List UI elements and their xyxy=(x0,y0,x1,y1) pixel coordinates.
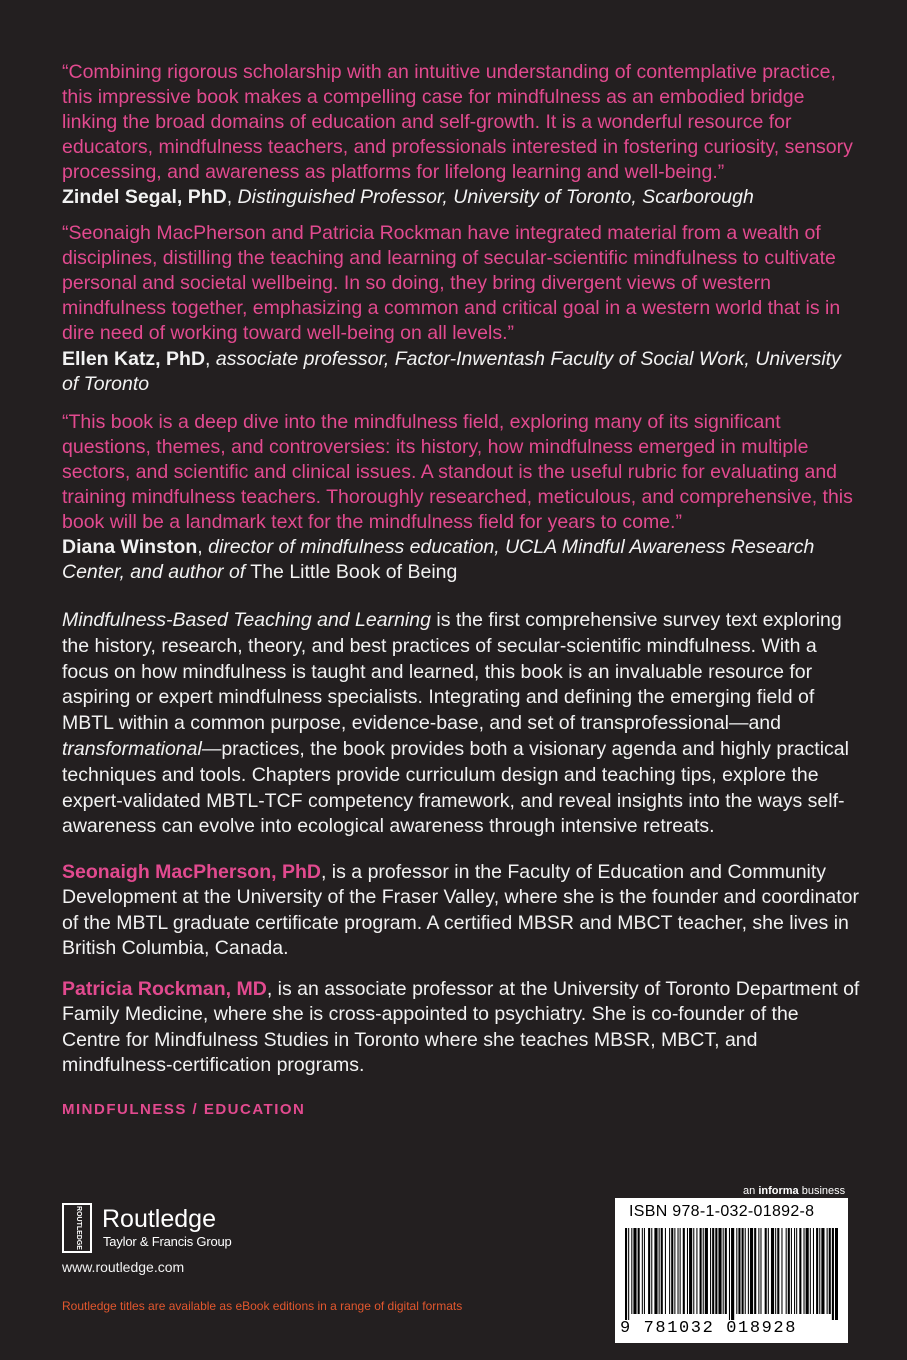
barcode-bar xyxy=(715,1228,717,1314)
review-attribution-1: Zindel Segal, PhD, Distinguished Professor, University of Toronto, Scarborough xyxy=(62,186,754,208)
review-attribution-3: Diana Winston, director of mindfulness education, UCLA Mindful Awareness Research Center, and author of The Little Book of Being xyxy=(62,536,815,583)
barcode-bar xyxy=(642,1228,643,1314)
barcode-bar xyxy=(750,1228,753,1314)
barcode-bar xyxy=(768,1228,769,1314)
author-bio-1 xyxy=(62,860,862,962)
barcode-bar xyxy=(669,1228,670,1314)
barcode-bar xyxy=(625,1228,627,1320)
reviewer-title: Distinguished Professor, University of Toronto, Scarborough xyxy=(237,186,754,208)
barcode-bar xyxy=(725,1228,727,1314)
barcode-bar xyxy=(671,1228,673,1314)
author-bio-text: , is an associate professor at the University of Toronto Department of Family Medicine, where she is cross-appointed to psychiatry. She is co-founder of the Centre for Mindfulness Studies in Toronto where she teaches MBSR, MBCT, and mindfulness-certification programs. xyxy=(62,978,860,1077)
barcode-bar xyxy=(631,1228,632,1314)
barcode-bar xyxy=(723,1228,724,1314)
barcode-bar xyxy=(745,1228,746,1314)
barcode-bar xyxy=(700,1228,702,1314)
barcode-bar xyxy=(758,1228,759,1314)
barcode-bar xyxy=(731,1228,734,1320)
barcode-bar xyxy=(678,1228,679,1314)
barcode-bar xyxy=(693,1228,694,1314)
barcode-bar xyxy=(729,1228,730,1320)
reviewer-name: Diana Winston xyxy=(62,536,198,558)
barcode-bar xyxy=(680,1228,681,1314)
barcode-bar xyxy=(689,1228,692,1314)
barcode-bar xyxy=(775,1228,776,1314)
book-description xyxy=(62,608,862,840)
ebook-note: Routledge titles are available as eBook editions in a range of digital formats xyxy=(62,1299,463,1313)
barcode-bar xyxy=(771,1228,774,1314)
subject-category: MINDFULNESS / EDUCATION xyxy=(62,1101,306,1118)
routledge-vertical-wordmark: ROUTLEDGE xyxy=(75,1206,82,1250)
barcode-bar xyxy=(813,1228,814,1314)
author-name: Seonaigh MacPherson, PhD xyxy=(62,861,321,883)
barcode-bar xyxy=(703,1228,704,1314)
barcode-bar xyxy=(806,1228,809,1314)
reviewer-title: director of mindfulness education, UCLA Mindful Awareness Research Center, and author of xyxy=(62,536,815,583)
author-name: Patricia Rockman, MD xyxy=(62,978,267,1000)
barcode-bar xyxy=(799,1228,801,1314)
barcode-bar xyxy=(796,1228,797,1314)
isbn-number: ISBN 978-1-032-01892-8 xyxy=(629,1203,815,1220)
barcode-bar xyxy=(696,1228,697,1314)
barcode-bar xyxy=(835,1228,838,1320)
review-quote-1: “Combining rigorous scholarship with an intuitive understanding of contemplative practice, this impressive book makes a compelling case for mindfulness as an embodied bridge linking the broad domains of education and self-growth. It is a wonderful resource for educators, mindfulness teachers, and professionals interested in fostering curiosity, sensory processing, and awareness as platforms for lifelong learning and well-being.” xyxy=(62,61,853,183)
barcode-bar xyxy=(687,1228,688,1314)
barcode-bar xyxy=(661,1228,663,1314)
reviewer-book: The Little Book of Being xyxy=(250,561,458,583)
barcode-bar xyxy=(827,1228,828,1314)
barcode-bar xyxy=(674,1228,675,1314)
barcode-bar xyxy=(736,1228,737,1314)
review-quote-2: “Seonaigh MacPherson and Patricia Rockman have integrated material from a wealth of disciplines, distilling the teaching and learning of secular-scientific mindfulness to cultivate personal and societal wellbeing. In so doing, they bring divergent views of western mindfulness together, emphasizing a common and critical goal in a western world that is in dire need of working toward well-being on all levels.” xyxy=(62,222,841,344)
barcode-bar xyxy=(821,1228,824,1314)
barcode-bar xyxy=(781,1228,782,1314)
barcode-bar xyxy=(648,1228,650,1314)
reviewer-name: Zindel Segal, PhD xyxy=(62,186,227,208)
description-text-2: —practices, the book provides both a visionary agenda and highly practical techniques and tools. Chapters provide curriculum design and teaching tips, explore the expert-validated MBTL-TCF competency framework, and reveal insights into the ways self-awareness can evolve into ecological awareness through intensive retreats. xyxy=(62,737,849,838)
barcode-bar xyxy=(738,1228,740,1314)
barcode-bar xyxy=(665,1228,666,1314)
barcode-bar xyxy=(754,1228,756,1314)
barcode-digits: 9 781032 018928 xyxy=(620,1319,798,1338)
reviewer-name: Ellen Katz, PhD xyxy=(62,348,206,370)
routledge-logo-icon xyxy=(62,1203,92,1253)
barcode-bar xyxy=(644,1228,645,1314)
author-bio-text: , is a professor in the Faculty of Education and Community Development at the University of the Fraser Valley, where she is the founder and coordinator of the MBTL graduate certificate program. A certified MBSR and MBCT teacher, she lives in British Columbia, Canada. xyxy=(62,861,860,960)
barcode-bar xyxy=(832,1228,834,1320)
description-emphasis: transformational xyxy=(62,737,202,760)
barcode-bar xyxy=(628,1228,629,1320)
barcode-bar xyxy=(786,1228,787,1314)
barcode-bar xyxy=(638,1228,640,1314)
barcode-bar xyxy=(765,1228,767,1314)
barcode-bar xyxy=(819,1228,820,1314)
author-bio-2 xyxy=(62,977,862,1079)
publisher-logo xyxy=(62,1203,262,1255)
informa-prefix: an xyxy=(743,1185,756,1197)
barcode-bar xyxy=(654,1228,657,1314)
barcode-bars xyxy=(625,1228,838,1320)
barcode-bar xyxy=(804,1228,805,1314)
barcode-bar xyxy=(651,1228,652,1314)
publisher-url: www.routledge.com xyxy=(62,1259,185,1275)
book-title: Mindfulness-Based Teaching and Learning xyxy=(62,609,431,631)
publisher-group: Taylor & Francis Group xyxy=(103,1234,232,1249)
review-quote-3: “This book is a deep dive into the mindfulness field, exploring many of its significant questions, themes, and controversies: its history, how mindfulness emerged in multiple sectors, and scientific and clinical issues. A standout is the useful rubric for evaluating and training mindfulness teachers. Thoroughly researched, meticulous, and comprehensive, this book will be a landmark text for the mindfulness field for years to come.” xyxy=(62,411,853,533)
barcode-bar xyxy=(810,1228,811,1314)
barcode-bar xyxy=(710,1228,711,1314)
barcode-bar xyxy=(760,1228,761,1314)
isbn-barcode xyxy=(615,1198,848,1343)
review-attribution-2: Ellen Katz, PhD, associate professor, Factor-Inwentash Faculty of Social Work, University of Toronto xyxy=(62,348,841,395)
barcode-bar xyxy=(705,1228,708,1314)
barcode-bar xyxy=(742,1228,744,1314)
barcode-bar xyxy=(794,1228,795,1314)
barcode-bar xyxy=(816,1228,818,1314)
informa-brand: informa xyxy=(758,1185,799,1197)
barcode-bar xyxy=(788,1228,790,1314)
description-text-1: is the first comprehensive survey text exploring the history, research, theory, and best practices of secular-scientific mindfulness. With a focus on how mindfulness is taught and learned, this book is an invaluable resource for aspiring or expert mindfulness specialists. Integrating and defining the emerging field of MBTL within a common purpose, evidence-base, and set of transprofessional—and xyxy=(62,609,842,735)
reviewer-title: associate professor, Factor-Inwentash Faculty of Social Work, University of Toronto xyxy=(62,348,841,395)
barcode-bar xyxy=(791,1228,792,1314)
barcode-bar xyxy=(633,1228,636,1314)
informa-suffix: business xyxy=(801,1185,846,1197)
barcode-bar xyxy=(777,1228,779,1314)
barcode-bar xyxy=(659,1228,660,1314)
barcode-bar xyxy=(718,1228,721,1314)
barcode-bar xyxy=(748,1228,749,1314)
barcode-bar xyxy=(829,1228,831,1314)
barcode-bar xyxy=(683,1228,685,1314)
informa-business-label xyxy=(743,1185,845,1197)
barcode-bar xyxy=(712,1228,714,1314)
publisher-name: Routledge xyxy=(102,1205,216,1233)
